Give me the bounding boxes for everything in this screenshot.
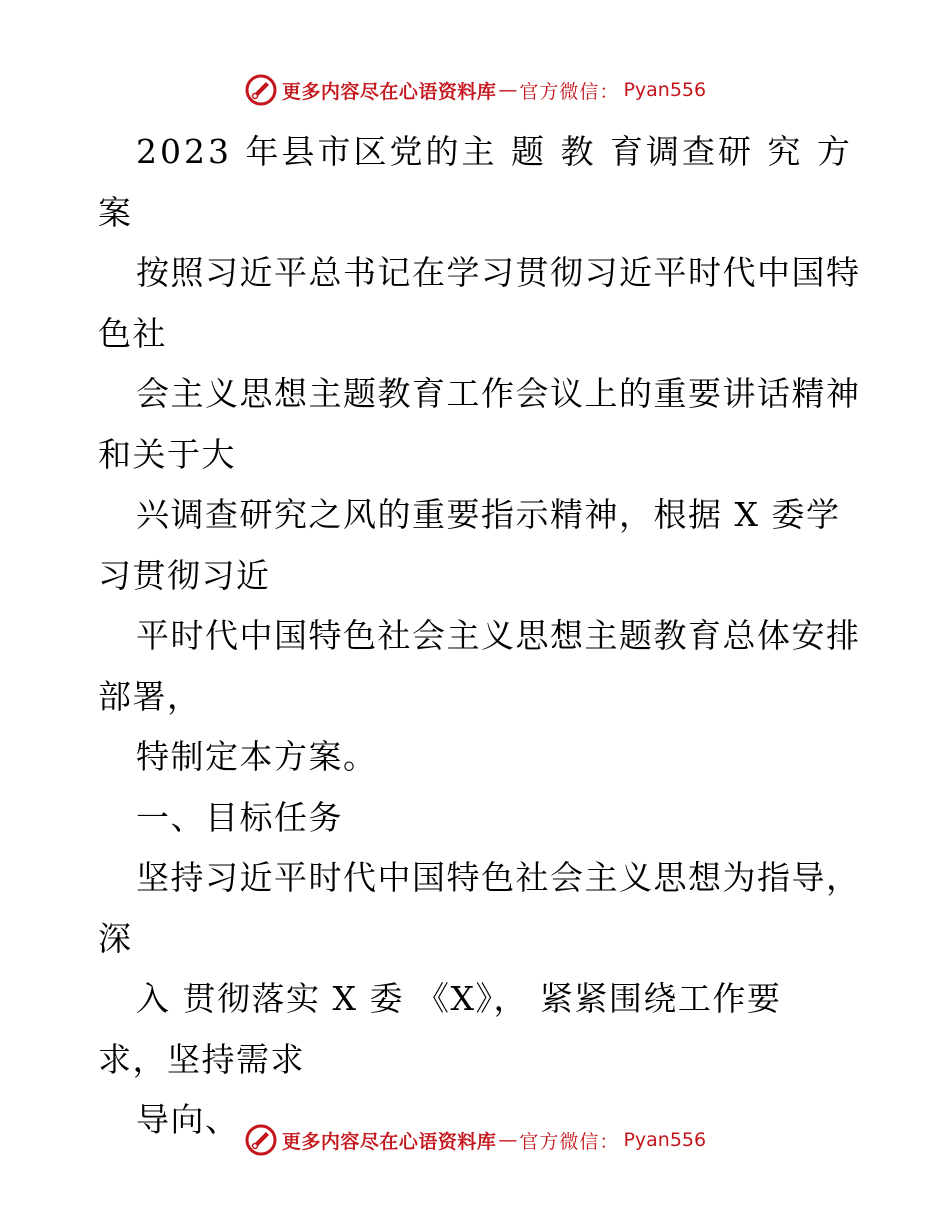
paragraph-line: 习贯彻习近 [98, 555, 271, 595]
paragraph-line: 和关于大 [98, 434, 236, 474]
paragraph-line: 按照习近平总书记在学习贯彻习近平时代中国特 [136, 253, 861, 292]
paragraph-line: 求，坚持需求 [98, 1039, 305, 1079]
paragraph-line: 深 [98, 918, 133, 958]
banner-separator: — [498, 1129, 518, 1151]
logo-icon [244, 1123, 278, 1157]
banner-separator: — [498, 79, 518, 101]
paragraph-line: 平时代中国特色社会主义思想主题教育总体安排 [136, 616, 861, 655]
paragraph-line: 兴调查研究之风的重要指示精神，根据 X 委学 [136, 495, 841, 534]
banner-wechat-id: Pyan556 [623, 1129, 707, 1151]
footer-banner [0, 1120, 950, 1160]
banner-brand: 更多内容尽在心语资料库 [281, 1130, 497, 1153]
paragraph-line: 色社 [98, 313, 167, 353]
banner-wechat-label: 官方微信： [519, 80, 620, 103]
document-title-line-2: 案 [98, 192, 134, 232]
document-title-line-1: 2023 年县市区党的主 题 教 育调查研 究 方 [136, 132, 853, 171]
paragraph-line: 会主义思想主题教育工作会议上的重要讲话精神 [136, 374, 861, 413]
header-banner [0, 70, 950, 110]
paragraph-line: 入 贯彻落实 X 委 《X》， 紧紧围绕工作要 [136, 979, 782, 1018]
banner-wechat-id: Pyan556 [623, 79, 707, 101]
logo-icon [244, 73, 278, 107]
paragraph-line: 特制定本方案。 [136, 737, 378, 776]
banner-wechat-label: 官方微信： [519, 1130, 620, 1153]
section-heading: 一、目标任务 [136, 797, 343, 837]
paragraph-line: 坚持习近平时代中国特色社会主义思想为指导， [136, 858, 861, 897]
paragraph-line: 部署， [98, 676, 202, 716]
paragraph-line: 导向、 [136, 1100, 240, 1139]
document-body [98, 122, 861, 1151]
banner-brand: 更多内容尽在心语资料库 [281, 80, 497, 103]
